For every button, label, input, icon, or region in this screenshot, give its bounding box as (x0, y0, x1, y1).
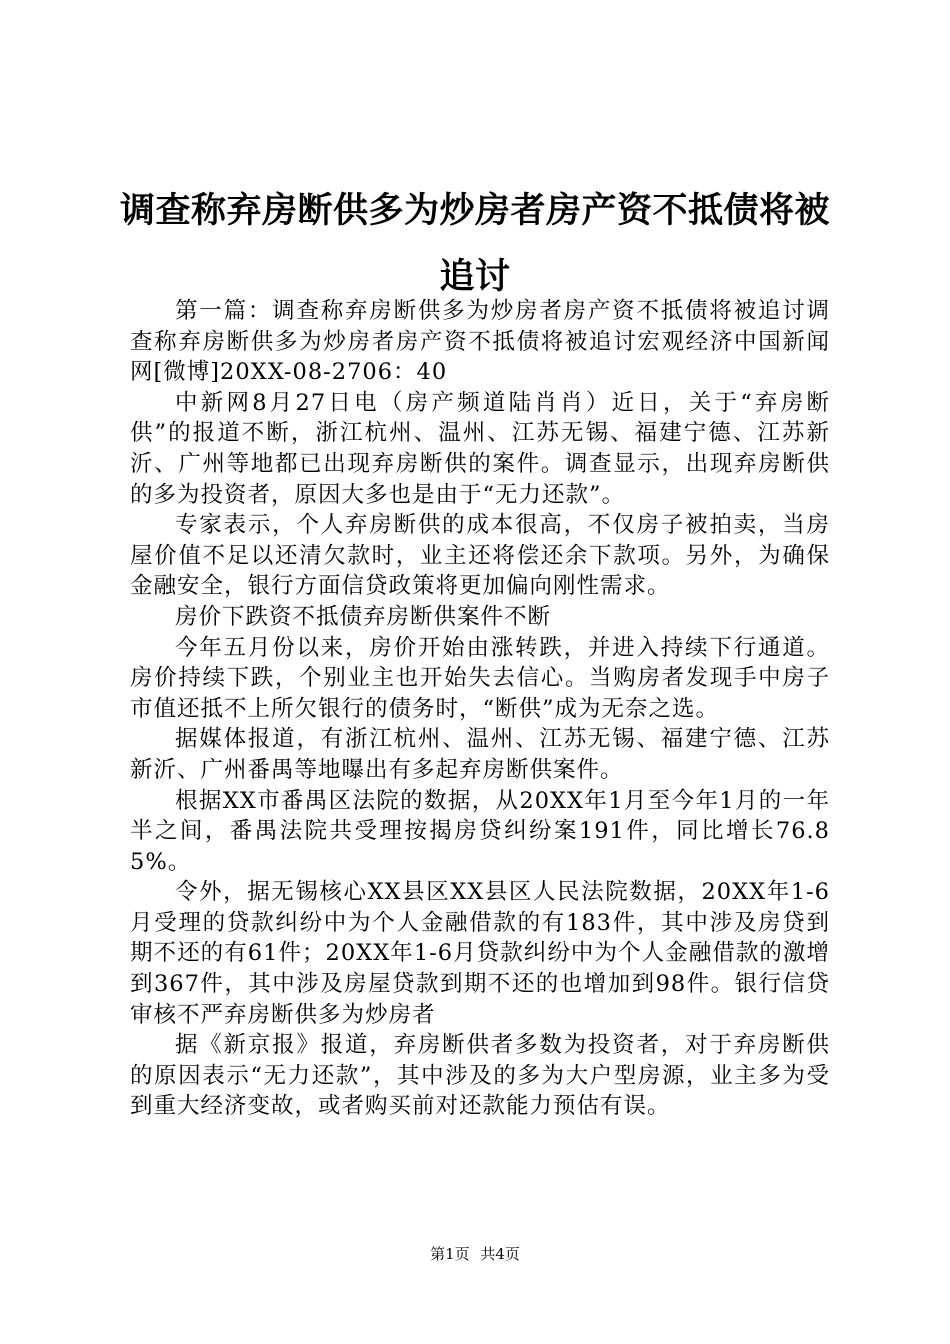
paragraph: 中新网8月27日电（房产频道陆肖肖）近日，关于“弃房断供”的报道不断，浙江杭州、温州、江苏无锡、福建宁德、江苏新沂、广州等地都已出现弃房断供的案件。调查显示，出现弃房断供的多为投资者，原因大多也是由于“无力还款”。 (130, 389, 830, 508)
document-title: 调查称弃房断供多为炒房者房产资不抵债将被追讨 (119, 191, 830, 297)
paragraph: 第一篇：调查称弃房断供多为炒房者房产资不抵债将被追讨调查称弃房断供多为炒房者房产资不抵债将被追讨宏观经济中国新闻网[微博]20XX-08-2706：40 (130, 298, 830, 386)
paragraph: 据媒体报道，有浙江杭州、温州、江苏无锡、福建宁德、江苏新沂、广州番禺等地曝出有多起弃房断供案件。 (130, 726, 830, 783)
paragraph: 根据XX市番禺区法院的数据，从20XX年1月至今年1月的一年半之间，番禺法院共受理按揭房贷纠纷案191件，同比增长76.85%。 (130, 787, 830, 875)
paragraph: 令外，据无锡核心XX县区XX县区人民法院数据，20XX年1-6月受理的贷款纠纷中为个人金融借款的有183件，其中涉及房贷到期不还的有61件；20XX年1-6月贷款纠纷中为个人金融借款的激增到367件，其中涉及房屋贷款到期不还的也增加到98件。银行信贷审核不严弃房断供多为炒房者 (130, 879, 830, 1028)
page-footer (0, 1244, 950, 1264)
paragraph: 今年五月份以来，房价开始由涨转跌，并进入持续下行通道。房价持续下跌，个别业主也开始失去信心。当购房者发现手中房子市值还抵不上所欠银行的债务时，“断供”成为无奈之选。 (130, 634, 830, 722)
page-total: 共4页 (480, 1245, 520, 1263)
paragraph: 据《新京报》报道，弃房断供者多数为投资者，对于弃房断供的原因表示“无力还款”，其中涉及的多为大户型房源，业主多为受到重大经济变故，或者购买前对还款能力预估有误。 (130, 1032, 830, 1120)
section-heading: 房价下跌资不抵债弃房断供案件不断 (175, 603, 552, 630)
paragraph: 专家表示，个人弃房断供的成本很高，不仅房子被拍卖，当房屋价值不足以还清欠款时，业主还将偿还余下款项。另外，为确保金融安全，银行方面信贷政策将更加偏向刚性需求。 (130, 512, 830, 600)
page-number: 第1页 (430, 1245, 470, 1263)
document-body (130, 296, 830, 1122)
